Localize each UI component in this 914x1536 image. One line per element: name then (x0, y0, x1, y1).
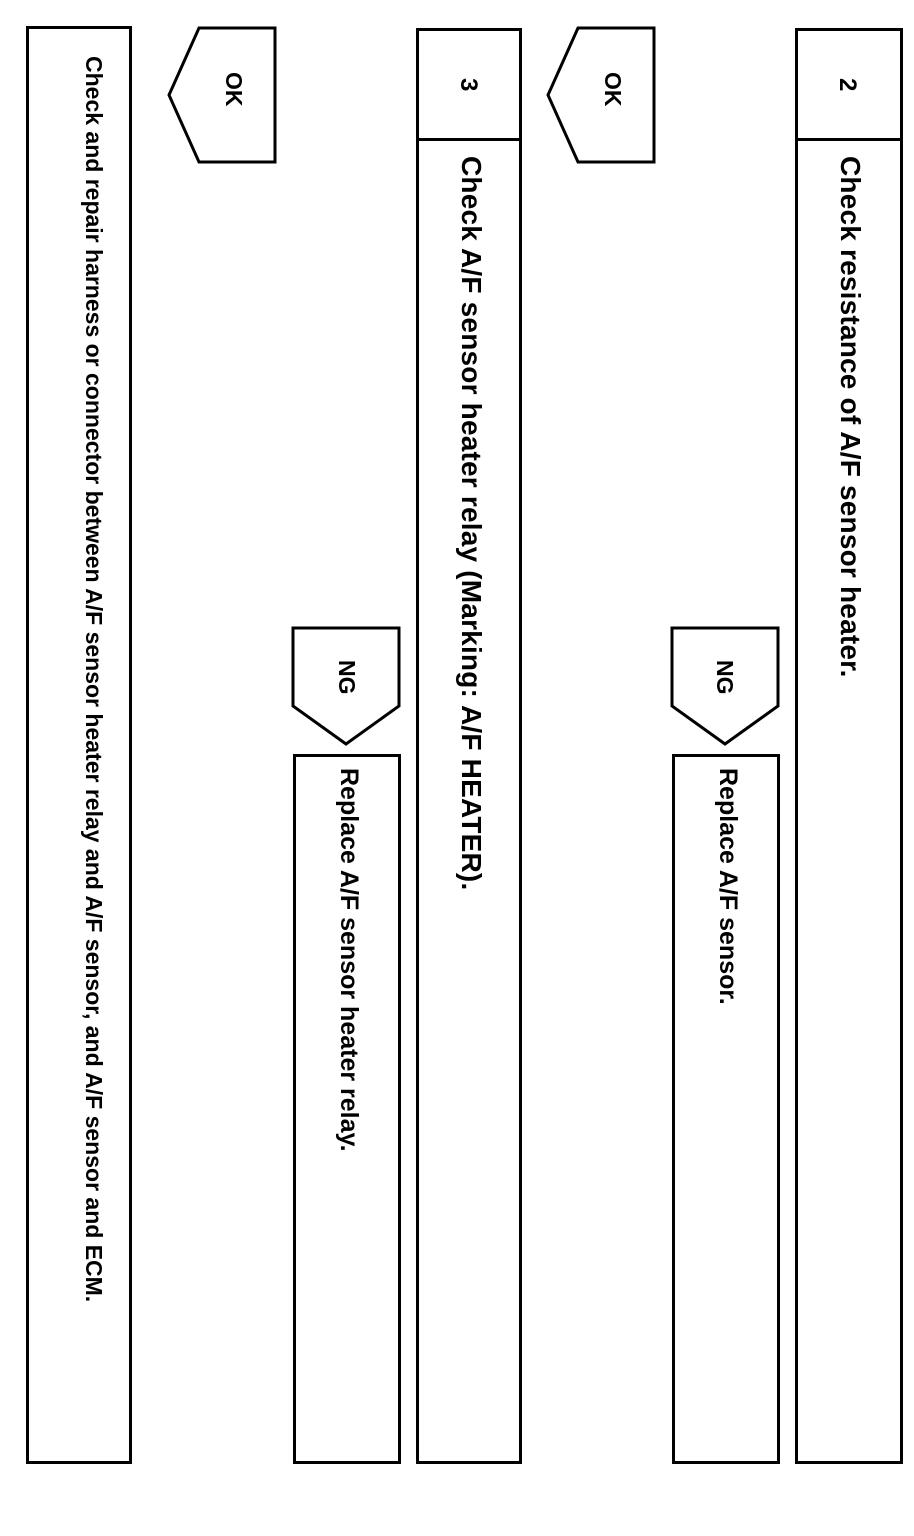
step-3-text: Check A/F sensor heater relay (Marking: A/F HEATER). (456, 156, 487, 891)
step-2-ng-action: Replace A/F sensor. (714, 768, 742, 1005)
step-3-number: 3 (455, 78, 482, 92)
step-2-divider (795, 138, 903, 141)
final-action-box (26, 26, 132, 1464)
step-3-ok-label: OK (221, 72, 247, 107)
step-3-ng-action: Replace A/F sensor heater relay. (335, 768, 363, 1152)
step-3-ng-label: NG (334, 660, 360, 695)
step-2-ng-label: NG (712, 660, 738, 695)
final-action-text: Check and repair harness or connector between A/F sensor heater relay and A/F sensor, and A/F sensor and ECM. (81, 56, 107, 1303)
step-3-divider (416, 138, 522, 141)
step-2-number: 2 (834, 78, 861, 92)
step-2-ok-label: OK (600, 72, 626, 107)
step-2-text: Check resistance of A/F sensor heater. (835, 156, 866, 678)
